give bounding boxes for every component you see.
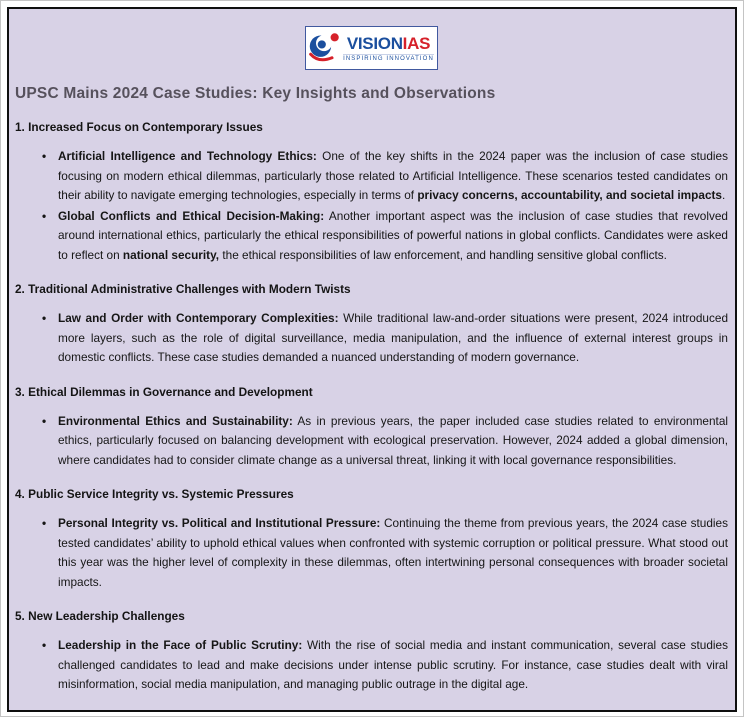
bullet-item (42, 309, 728, 368)
brand-wordmark (347, 35, 430, 52)
bullet-item (42, 147, 728, 206)
bullet-list (14, 514, 728, 592)
bullet-icon: • (42, 311, 47, 325)
bullet-item (42, 207, 728, 266)
bullet-icon: • (42, 413, 47, 428)
document-section (14, 120, 728, 265)
bullet-item (42, 412, 728, 471)
bullet-icon: • (42, 638, 47, 652)
bullet-icon: • (42, 149, 47, 163)
bullet-text: Artificial Intelligence and Technology Ethics: One of the key shifts in the 2024 paper was the inclusion of case studies focusing on modern ethical dilemmas, particularly those related to Artificial Intelligence. These scenarios tested candidates on their ability to navigate emerging technologies, especially in terms of privacy concerns, accountability, and societal impacts. (58, 149, 728, 202)
document-section (14, 385, 728, 471)
bullet-text: Leadership in the Face of Public Scrutiny: With the rise of social media and instant communication, several case studies challenged candidates to lead and make decisions under intense public scrutiny. For instance, case studies dealt with viral misinformation, social media manipulation, and managing public outrage in the digital age. (58, 638, 729, 691)
bullet-list (14, 412, 728, 471)
bullet-list (14, 147, 728, 265)
section-heading: 2. Traditional Administrative Challenges with Modern Twists (15, 282, 351, 296)
brand-secondary: IAS (402, 33, 431, 53)
sections (14, 120, 728, 695)
section-heading: 3. Ethical Dilemmas in Governance and Development (15, 384, 313, 399)
brand-primary: VISION (346, 33, 403, 53)
section-heading: 1. Increased Focus on Contemporary Issues (15, 120, 263, 134)
logo-text (343, 35, 434, 62)
bullet-icon: • (42, 516, 47, 530)
bullet-text: Environmental Ethics and Sustainability: As in previous years, the paper included case studies related to environmental ethics, particularly focused on balancing development with ecological preservation. However, 2024 added a global dimension, where candidates had to consider climate change as a universal threat, linking it with local governance responsibilities. (58, 413, 728, 467)
bullet-text: Law and Order with Contemporary Complexities: While traditional law-and-order situations were present, 2024 introduced more layers, such as the role of digital surveillance, media manipulation, and the influence of external interest groups in domestic conflicts. These case studies demanded a nuanced understanding of modern governance. (58, 311, 728, 364)
page-title: UPSC Mains 2024 Case Studies: Key Insights and Observations (15, 85, 496, 102)
document-section (14, 282, 728, 368)
section-heading: 4. Public Service Integrity vs. Systemic Pressures (15, 487, 294, 501)
document-panel (7, 7, 737, 712)
bullet-list (14, 636, 728, 695)
document-section (14, 487, 728, 592)
bullet-text: Personal Integrity vs. Political and Institutional Pressure: Continuing the theme from previous years, the 2024 case studies tested candidates’ ability to uphold ethical values when confronted with systemic corruption or political pressure. What stood out this year was the higher level of complexity in these dilemmas, often intertwining personal consequences with broader societal impacts. (58, 516, 728, 589)
visionias-logo (305, 26, 438, 70)
brand-tagline: INSPIRING INNOVATION (343, 55, 434, 62)
bullet-text: Global Conflicts and Ethical Decision-Making: Another important aspect was the inclusion of case studies that revolved around international ethics, particularly the ethical responsibilities of powerful nations in global conflicts. Candidates were asked to reflect on national security, the ethical responsibilities of law enforcement, and handling sensitive global conflicts. (58, 208, 728, 262)
section-heading: 5. New Leadership Challenges (15, 609, 185, 623)
visionias-logo-icon (308, 30, 340, 66)
bullet-icon: • (42, 208, 47, 223)
bullet-list (14, 309, 728, 368)
document-section (14, 609, 728, 695)
bullet-item (42, 636, 728, 695)
bullet-item (42, 514, 728, 592)
